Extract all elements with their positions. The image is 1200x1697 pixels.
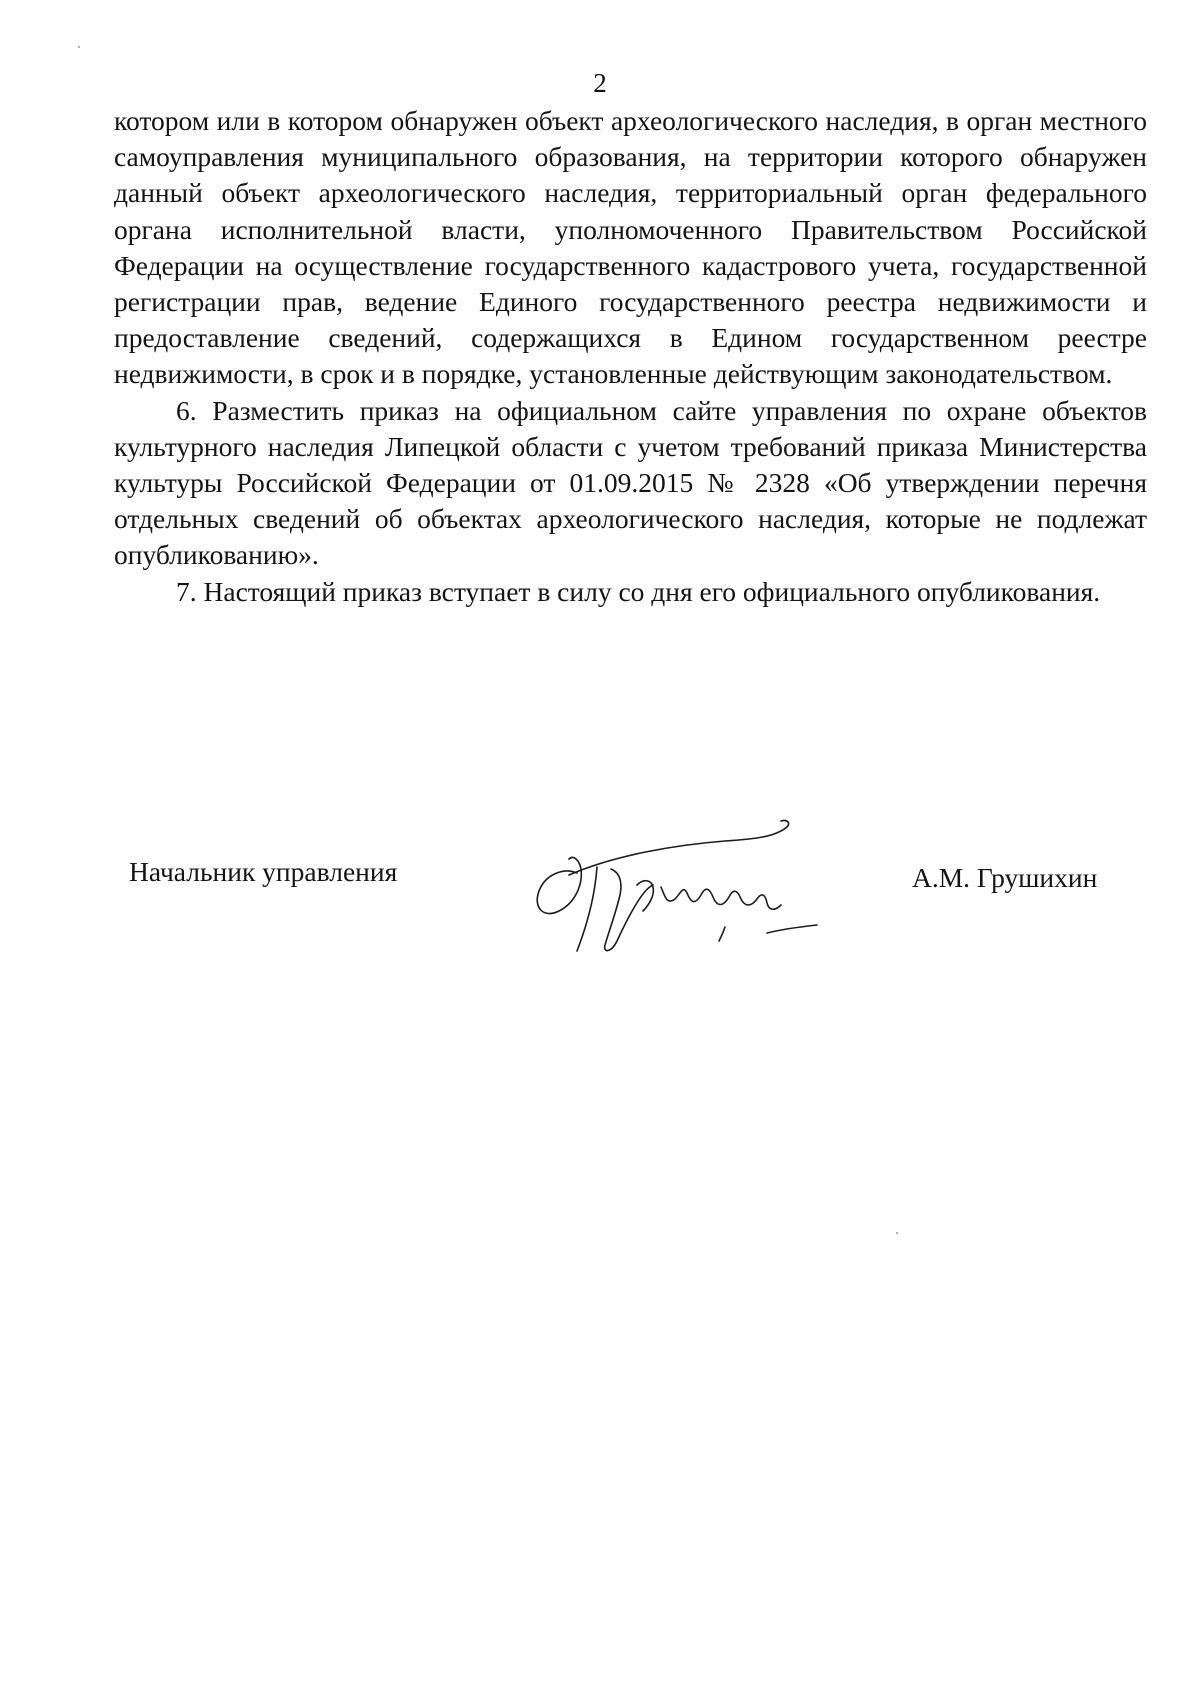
scan-speck [896, 1232, 898, 1234]
scan-speck [78, 46, 80, 48]
paragraph-item-7: 7. Настоящий приказ вступает в силу со дня его официального опубликования. [176, 575, 1101, 607]
signature-block [0, 840, 1200, 980]
signatory-position: Начальник управления [129, 856, 398, 887]
page-number: 2 [593, 68, 607, 98]
paragraph-item-6: 6. Разместить приказ на официальном сайте управления по охране объектов культурного наследия Липецкой области с учетом требований приказа Министерства культуры Российской Федерации от 01.09.2015 № 2328 «Об утверждении перечня отдельных сведений об объектах археологического наследия, которые не подлежат опубликованию». [114, 394, 1147, 571]
handwritten-signature [525, 815, 865, 975]
paragraph-continuation: котором или в котором обнаружен объект археологического наследия, в орган местного самоуправления муниципального образования, на территории которого обнаружен данный объект археологического наследия, территориальный орган федерального органа исполнительной власти, уполномоченного Правительством Российской Федерации на осуществление государственного кадастрового учета, государственной регистрации прав, ведение Единого государственного реестра недвижимости и предоставление сведений, содержащихся в Едином государственном реестре недвижимости, в срок и в порядке, установленные действующим законодательством. [114, 105, 1147, 390]
document-body [114, 103, 1147, 610]
signatory-name: А.М. Грушихин [912, 862, 1098, 893]
